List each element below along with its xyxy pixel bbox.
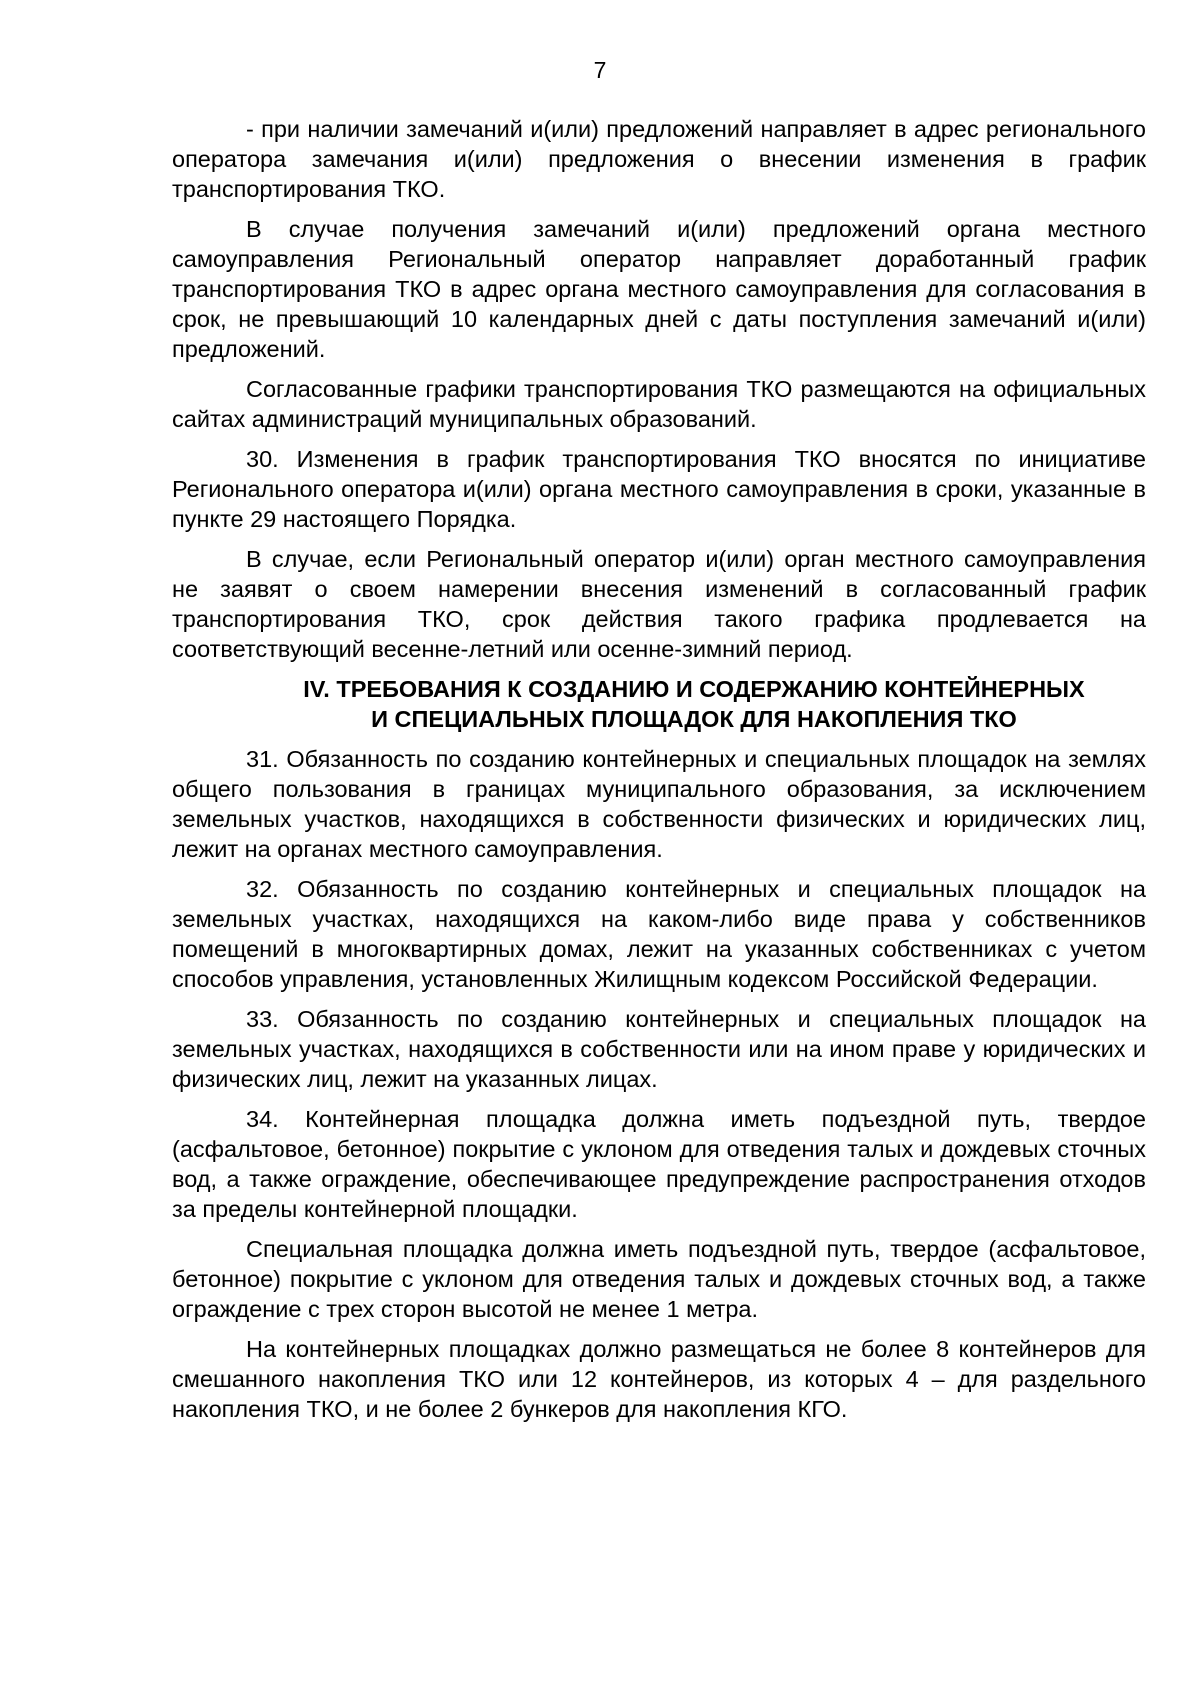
document-body <box>172 114 1146 1434</box>
section-heading-line-2: И СПЕЦИАЛЬНЫХ ПЛОЩАДОК ДЛЯ НАКОПЛЕНИЯ ТКО <box>371 706 1017 732</box>
paragraph-revised-schedule: В случае получения замечаний и(или) предложений органа местного самоуправления Региональный оператор направляет доработанный график транспортирования ТКО в адрес органа местного самоуправления для согласования в срок, не превышающий 10 календарных дней с даты поступления замечаний и(или) предложений. <box>172 216 1146 362</box>
paragraph-clause-31: 31. Обязанность по созданию контейнерных и специальных площадок на землях общего пользования в границах муниципального образования, за исключением земельных участков, находящихся в собственности физических и юридических лиц, лежит на органах местного самоуправления. <box>172 746 1146 862</box>
paragraph-container-limit: На контейнерных площадках должно размещаться не более 8 контейнеров для смешанного накопления ТКО или 12 контейнеров, из которых 4 – для раздельного накопления ТКО, и не более 2 бункеров для накопления КГО. <box>172 1336 1146 1422</box>
paragraph-schedule-extension: В случае, если Региональный оператор и(или) орган местного самоуправления не заявят о своем намерении внесения изменений в согласованный график транспортирования ТКО, срок действия такого графика продлевается на соответствующий весенне-летний или осенне-зимний период. <box>172 546 1146 662</box>
paragraph-schedule-publication: Согласованные графики транспортирования ТКО размещаются на официальных сайтах администраций муниципальных образований. <box>172 376 1146 432</box>
paragraph-clause-32: 32. Обязанность по созданию контейнерных и специальных площадок на земельных участках, находящихся на каком-либо виде права у собственников помещений в многоквартирных домах, лежит на указанных собственниках с учетом способов управления, установленных Жилищным кодексом Российской Федерации. <box>172 876 1146 992</box>
paragraph-clause-33: 33. Обязанность по созданию контейнерных и специальных площадок на земельных участках, находящихся в собственности или на ином праве у юридических и физических лиц, лежит на указанных лицах. <box>172 1006 1146 1092</box>
section-heading-line-1: IV. ТРЕБОВАНИЯ К СОЗДАНИЮ И СОДЕРЖАНИЮ КОНТЕЙНЕРНЫХ <box>303 676 1085 702</box>
paragraph-remarks-item: - при наличии замечаний и(или) предложений направляет в адрес регионального оператора замечания и(или) предложения о внесении изменения в график транспортирования ТКО. <box>172 116 1146 202</box>
paragraph-special-site: Специальная площадка должна иметь подъездной путь, твердое (асфальтовое, бетонное) покрытие с уклоном для отведения талых и дождевых сточных вод, а также ограждение с трех сторон высотой не менее 1 метра. <box>172 1236 1146 1322</box>
paragraph-clause-34: 34. Контейнерная площадка должна иметь подъездной путь, твердое (асфальтовое, бетонное) покрытие с уклоном для отведения талых и дождевых сточных вод, а также ограждение, обеспечивающее предупреждение распространения отходов за пределы контейнерной площадки. <box>172 1106 1146 1222</box>
page-number: 7 <box>593 57 607 83</box>
section-heading <box>172 674 1146 734</box>
paragraph-clause-30: 30. Изменения в график транспортирования ТКО вносятся по инициативе Регионального оператора и(или) органа местного самоуправления в сроки, указанные в пункте 29 настоящего Порядка. <box>172 446 1146 532</box>
